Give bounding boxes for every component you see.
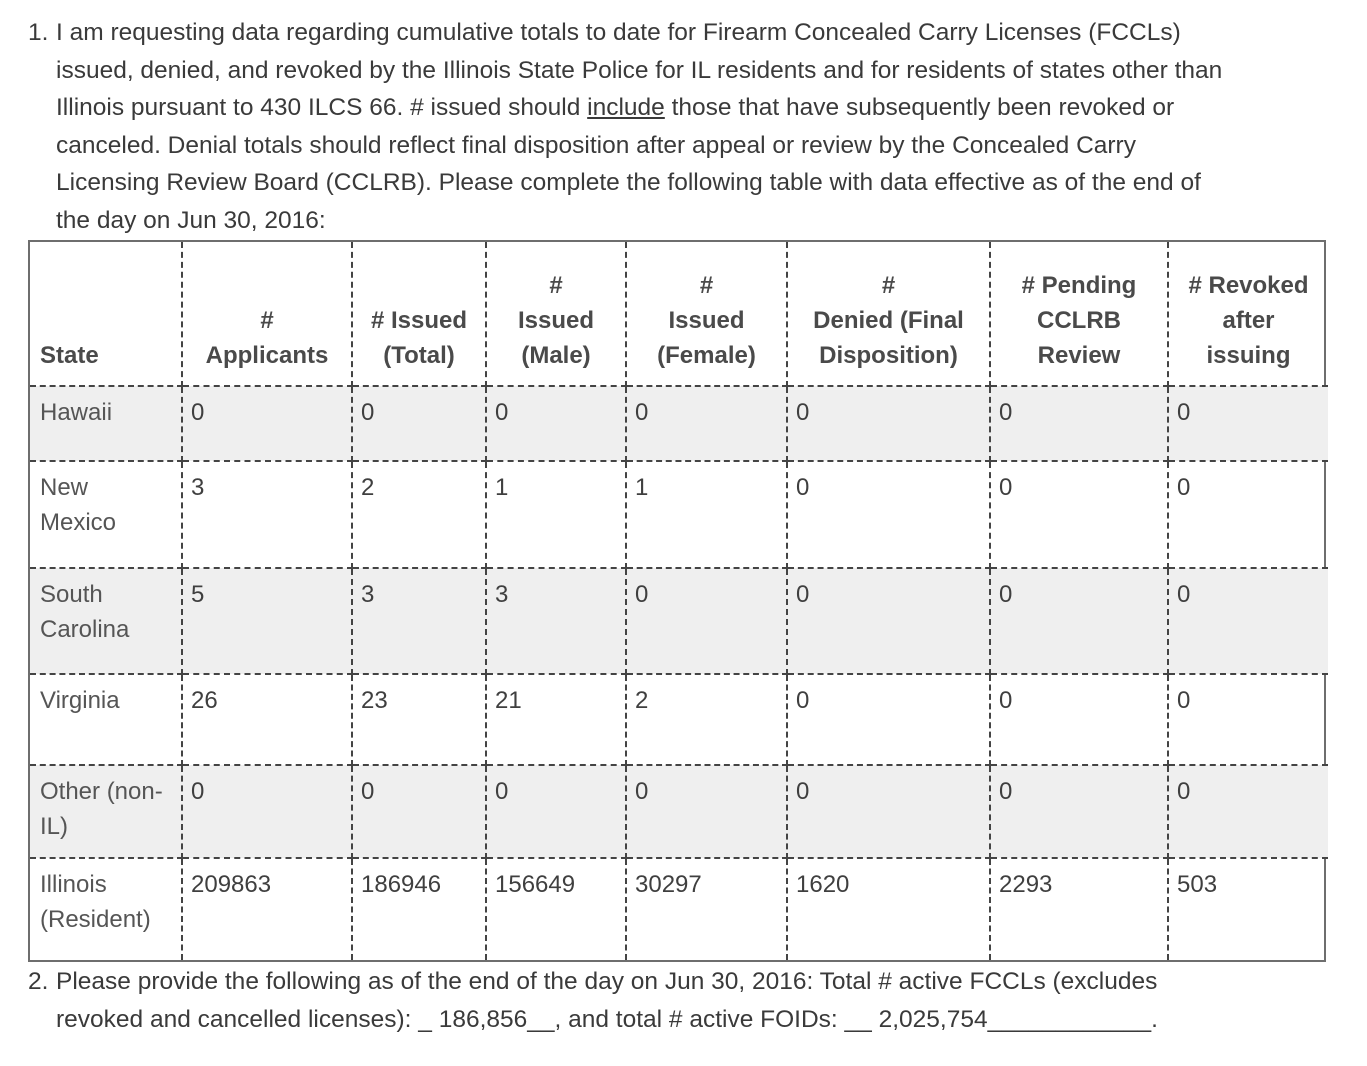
state-label-line: Hawaii [40,399,113,426]
question-1-line: canceled. Denial totals should reflect final disposition after appeal or review by the Concealed Carry [56,131,1136,159]
value-cell: 0 [486,386,626,461]
state-label-line: (Resident) [40,906,151,934]
header-label-line: # Issued [370,307,468,334]
question-2 [28,963,1348,1038]
period: . [1151,1005,1158,1033]
header-row [30,242,1328,386]
table-row [30,858,1328,960]
value-cell: 0 [787,568,990,675]
question-1-line: the day on Jun 30, 2016: [56,206,326,234]
question-1-text: those that have subsequently been revoked or [664,94,1175,121]
state-cell [30,858,182,960]
header-state [30,242,182,386]
header-label-line: (Male) [521,342,591,369]
value-cell: 0 [990,568,1168,675]
value-cell: 21 [486,674,626,765]
value-cell: 156649 [486,858,626,960]
table-row [30,765,1328,858]
value-cell: 0 [352,386,486,461]
state-label-line: IL) [40,813,69,841]
value-cell: 0 [1168,674,1328,765]
value-cell: 503 [1177,871,1218,899]
value-cell: 0 [787,674,990,765]
question-1-line: issued, denied, and revoked by the Illinois State Police for IL residents and for residents of states other than [56,56,1223,84]
column-header [787,242,990,386]
column-header [1168,242,1328,386]
header-label-line: (Female) [657,342,756,369]
state-label-line: New [40,473,89,501]
question-1-line: Licensing Review Board (CCLRB). Please complete the following table with data effective as of the end of [56,169,1201,196]
header-label-line: after [1222,307,1275,334]
question-1 [28,14,1348,239]
question-1-line [28,89,1348,127]
header-label-line: Denied (Final [813,307,964,334]
value-cell: 1620 [787,858,990,960]
state-cell [30,386,182,461]
header-label-line: CCLRB [1037,307,1121,334]
blank-line: ____________ [987,1005,1152,1033]
header-label-line: Applicants [205,342,329,369]
value-cell: 0 [1168,765,1328,858]
value-cell: 0 [990,461,1168,568]
table-body [30,386,1328,960]
underlined-include: include [587,94,665,121]
value-cell: 0 [626,765,787,858]
state-label-line: South [40,580,103,608]
value-cell: 23 [352,674,486,765]
value-cell: 0 [1168,568,1328,675]
value-cell: 0 [1168,386,1328,461]
header-label-line: Issued [668,307,745,334]
header-label-line: Review [1037,342,1121,369]
state-cell [30,674,182,765]
state-label-line: Carolina [40,615,130,643]
column-header [486,242,626,386]
value-cell: 5 [182,568,352,675]
value-cell: 2 [352,461,486,568]
column-header [990,242,1168,386]
table-row [30,674,1328,765]
value-cell: 3 [182,461,352,568]
header-label-line: # Pending [1021,272,1137,299]
value-cell: 3 [486,568,626,675]
value-cell: 0 [1168,461,1328,568]
question-1-line: I am requesting data regarding cumulative totals to date for Firearm Concealed Carry Licenses (FCCLs) [56,19,1181,46]
value-cell: 0 [626,386,787,461]
data-table [30,242,1328,960]
value-cell: 1 [626,461,787,568]
value-cell: 3 [352,568,486,675]
header-label-line: # Revoked [1188,272,1309,299]
fccl-table [28,240,1326,962]
header-label-line: State [40,342,99,369]
value-cell: 30297 [626,858,787,960]
table-row [30,386,1328,461]
table-row [30,568,1328,675]
state-cell [30,765,182,858]
value-cell: 0 [182,386,352,461]
question-2-line: Please provide the following as of the end of the day on Jun 30, 2016: Total # active FCCLs (excludes [56,968,1158,995]
value-cell: 26 [182,674,352,765]
value-cell: 0 [787,386,990,461]
state-label-line: Illinois [40,871,107,899]
active-totals-text: revoked and cancelled licenses): _ 186,856__, and total # active FOIDs: __ 2,025,754 [56,1005,988,1033]
column-header [352,242,486,386]
header-label-line: # [699,272,714,299]
column-header [626,242,787,386]
state-cell [30,568,182,675]
value-cell: 0 [990,765,1168,858]
header-label-line: Issued [517,307,595,334]
question-1-number: 1. [28,19,49,46]
header-label-line: # [549,272,563,299]
value-cell: 0 [787,765,990,858]
value-cell: 2 [626,674,787,765]
value-cell: 209863 [182,858,352,960]
header-label-line: # [260,307,274,334]
header-label-line: Disposition) [819,342,958,369]
state-label-line: Other (non- [40,778,163,806]
value-cell: 0 [486,765,626,858]
question-1-text: Illinois pursuant to 430 ILCS 66. # issued should [56,94,588,121]
header-label-line: # [881,272,896,299]
value-cell: 0 [626,568,787,675]
value-cell: 1 [486,461,626,568]
value-cell: 0 [990,386,1168,461]
state-cell [30,461,182,568]
value-cell: 0 [787,461,990,568]
question-2-number: 2. [28,968,49,995]
value-cell: 186946 [352,858,486,960]
value-cell: 0 [352,765,486,858]
state-label-line: Virginia [40,687,120,715]
header-label-line: issuing [1206,342,1291,369]
value-cell: 0 [990,674,1168,765]
header-label-line: (Total) [383,342,455,369]
question-2-line [28,1001,1348,1039]
value-cell: 2293 [990,858,1168,960]
value-cell: 0 [182,765,352,858]
column-header [182,242,352,386]
table-row [30,461,1328,568]
state-label-line: Mexico [40,508,117,536]
